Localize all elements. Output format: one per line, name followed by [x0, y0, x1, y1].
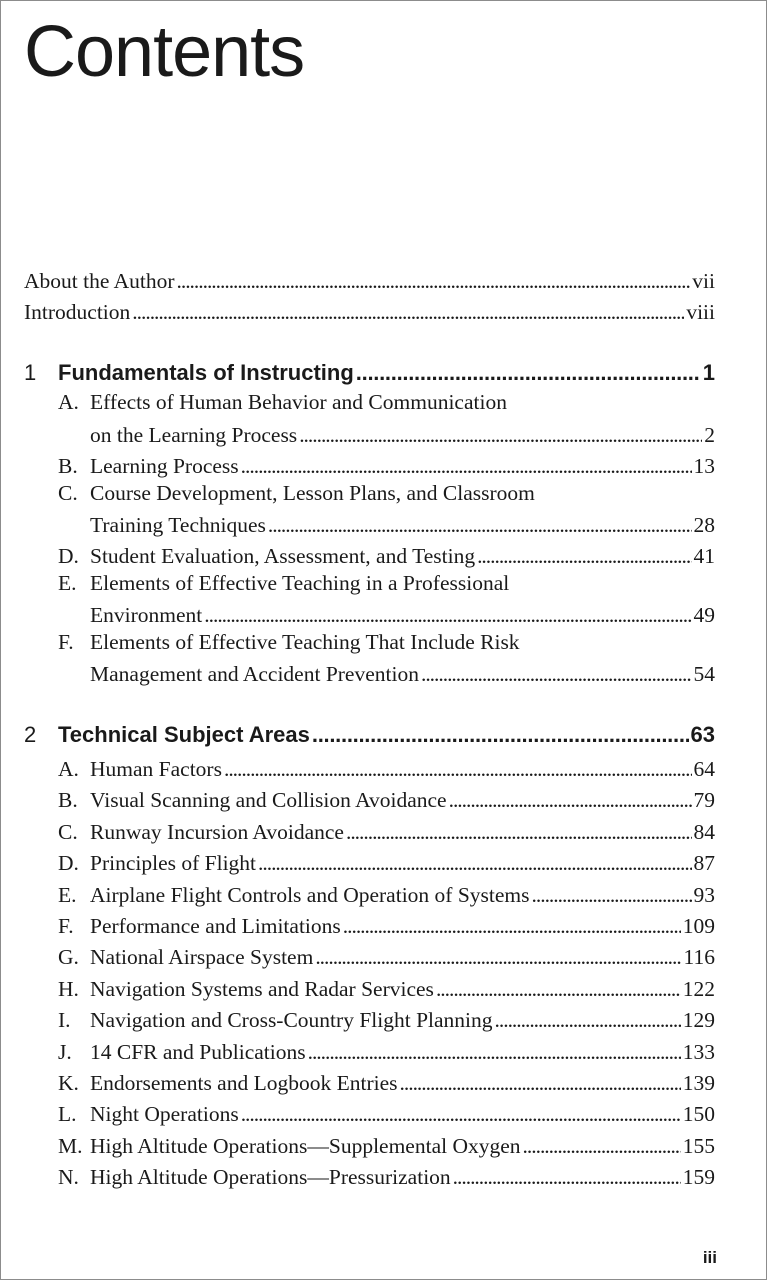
section-title: Learning Process	[90, 454, 239, 478]
section-title: Endorsements and Logbook Entries	[90, 1071, 398, 1095]
dot-leader	[477, 544, 691, 569]
section-title: Elements of Effective Teaching That Include Risk	[90, 630, 520, 654]
page-number: iii	[702, 1248, 717, 1267]
dot-leader	[449, 788, 692, 813]
chapter-number: 1	[24, 360, 37, 385]
section-page: 159	[682, 1165, 715, 1190]
chapter-page: 63	[690, 722, 715, 747]
section-letter: M.	[58, 1133, 83, 1158]
section-title-cont: on the Learning Process	[90, 423, 298, 447]
dot-leader	[299, 423, 702, 448]
dot-leader	[268, 513, 692, 538]
section-title: Student Evaluation, Assessment, and Testing	[90, 544, 476, 568]
section-letter: E.	[58, 571, 77, 595]
section-title: Principles of Flight	[90, 851, 257, 876]
section-letter: C.	[58, 481, 78, 505]
section-title: Effects of Human Behavior and Communication	[90, 390, 507, 414]
section-title-cont: Environment	[90, 603, 203, 627]
section-letter: A.	[58, 390, 79, 414]
section-page: 133	[682, 1039, 715, 1064]
section-page: 2	[704, 423, 715, 447]
toc-section-1b[interactable]	[58, 449, 715, 479]
section-page: 41	[693, 544, 715, 568]
chapter-title: Technical Subject Areas	[58, 722, 310, 747]
section-title: Night Operations	[90, 1102, 239, 1127]
section-page: 84	[693, 819, 715, 844]
section-page: 116	[683, 945, 715, 970]
toc-section-2-b[interactable]	[58, 783, 715, 813]
section-page: 93	[693, 882, 715, 907]
section-letter: B.	[58, 788, 78, 813]
section-letter: C.	[58, 819, 78, 844]
chapter-page: 1	[702, 360, 715, 385]
section-page: 54	[693, 662, 715, 686]
dot-leader	[132, 300, 684, 325]
section-title: Elements of Effective Teaching in a Professional	[90, 571, 510, 595]
section-letter: N.	[58, 1165, 79, 1190]
section-page: 150	[682, 1102, 715, 1127]
toc-section-2-f[interactable]	[58, 909, 715, 939]
section-page: 109	[682, 914, 715, 938]
section-page: 139	[682, 1071, 715, 1095]
section-title: Runway Incursion Avoidance	[90, 819, 344, 844]
toc-section-1a[interactable]	[90, 418, 715, 448]
toc-section-2-i[interactable]	[58, 1003, 715, 1033]
section-letter: D.	[58, 544, 79, 568]
section-letter: G.	[58, 945, 79, 970]
page-title: Contents	[24, 12, 305, 92]
section-title: Human Factors	[90, 757, 222, 781]
section-letter: F.	[58, 914, 74, 938]
dot-leader	[532, 883, 692, 908]
section-page: 122	[682, 976, 715, 1001]
section-page: 129	[682, 1008, 715, 1033]
toc-section-1f[interactable]	[90, 657, 715, 687]
toc-section-2-c[interactable]	[58, 815, 715, 845]
dot-leader	[495, 1008, 681, 1033]
dot-leader	[258, 851, 691, 876]
dot-leader	[204, 603, 691, 628]
section-title-cont: Management and Accident Prevention	[90, 662, 419, 686]
toc-entry-label: Introduction	[24, 300, 131, 324]
section-title: Performance and Limitations	[90, 914, 341, 938]
toc-chapter-2[interactable]	[24, 718, 715, 748]
section-letter: A.	[58, 757, 79, 781]
dot-leader	[315, 945, 681, 970]
dot-leader	[343, 914, 681, 939]
section-title: High Altitude Operations—Supplemental Oxygen	[90, 1133, 521, 1158]
section-letter: H.	[58, 976, 79, 1001]
dot-leader	[177, 269, 691, 294]
dot-leader	[400, 1071, 681, 1096]
chapter-title: Fundamentals of Instructing	[58, 360, 354, 385]
toc-section-2-a[interactable]	[58, 752, 715, 782]
section-title: National Airspace System	[90, 945, 314, 970]
toc-entry-about-author[interactable]	[24, 264, 715, 294]
toc-section-2-n[interactable]	[58, 1160, 715, 1190]
toc-section-2-g[interactable]	[58, 940, 715, 970]
toc-entry-label: About the Author	[24, 269, 175, 293]
toc-section-2-h[interactable]	[58, 972, 715, 1002]
section-letter: B.	[58, 454, 78, 478]
section-title: High Altitude Operations—Pressurization	[90, 1165, 451, 1190]
toc-chapter-1[interactable]	[24, 356, 715, 386]
section-letter: K.	[58, 1071, 79, 1095]
dot-leader	[356, 360, 701, 386]
section-title: Course Development, Lesson Plans, and Classroom	[90, 481, 535, 505]
toc-entry-page: viii	[686, 300, 715, 324]
toc-section-2-k[interactable]	[58, 1066, 715, 1096]
toc-section-2-d[interactable]	[58, 846, 715, 876]
dot-leader	[224, 757, 692, 782]
toc-section-1e-line1[interactable]	[58, 571, 509, 601]
dot-leader	[436, 977, 681, 1002]
toc-section-1a-line1[interactable]	[58, 390, 507, 420]
toc-section-2-l[interactable]	[58, 1097, 715, 1127]
dot-leader	[312, 722, 689, 748]
section-title: Visual Scanning and Collision Avoidance	[90, 788, 447, 813]
section-page: 79	[693, 788, 715, 813]
section-title: Navigation Systems and Radar Services	[90, 976, 434, 1001]
toc-section-2-m[interactable]	[58, 1129, 715, 1159]
dot-leader	[523, 1134, 681, 1159]
section-page: 87	[693, 851, 715, 876]
section-letter: J.	[58, 1039, 72, 1064]
toc-section-1d[interactable]	[58, 539, 715, 569]
dot-leader	[346, 820, 692, 845]
toc-section-1e[interactable]	[90, 598, 715, 628]
section-letter: F.	[58, 630, 74, 654]
section-title-cont: Training Techniques	[90, 513, 266, 537]
section-page: 13	[693, 454, 715, 478]
section-letter: L.	[58, 1102, 77, 1127]
dot-leader	[308, 1040, 681, 1065]
toc-section-1c-line1[interactable]	[58, 481, 535, 511]
toc-section-2-e[interactable]	[58, 878, 715, 908]
section-letter: D.	[58, 851, 79, 876]
section-letter: E.	[58, 882, 77, 907]
toc-section-1f-line1[interactable]	[58, 630, 520, 660]
chapter-number: 2	[24, 722, 37, 747]
section-title: 14 CFR and Publications	[90, 1039, 306, 1064]
dot-leader	[453, 1165, 681, 1190]
section-page: 28	[693, 513, 715, 537]
section-letter: I.	[58, 1008, 71, 1033]
section-page: 64	[693, 757, 715, 781]
section-page: 49	[693, 603, 715, 627]
toc-section-1c[interactable]	[90, 508, 715, 538]
dot-leader	[421, 662, 692, 687]
toc-entry-page: vii	[692, 269, 715, 293]
dot-leader	[241, 1102, 681, 1127]
toc-entry-introduction[interactable]	[24, 295, 715, 325]
section-page: 155	[682, 1133, 715, 1158]
section-title: Navigation and Cross-Country Flight Planning	[90, 1008, 493, 1033]
dot-leader	[241, 454, 692, 479]
section-title: Airplane Flight Controls and Operation of Systems	[90, 882, 530, 907]
toc-section-2-j[interactable]	[58, 1035, 715, 1065]
